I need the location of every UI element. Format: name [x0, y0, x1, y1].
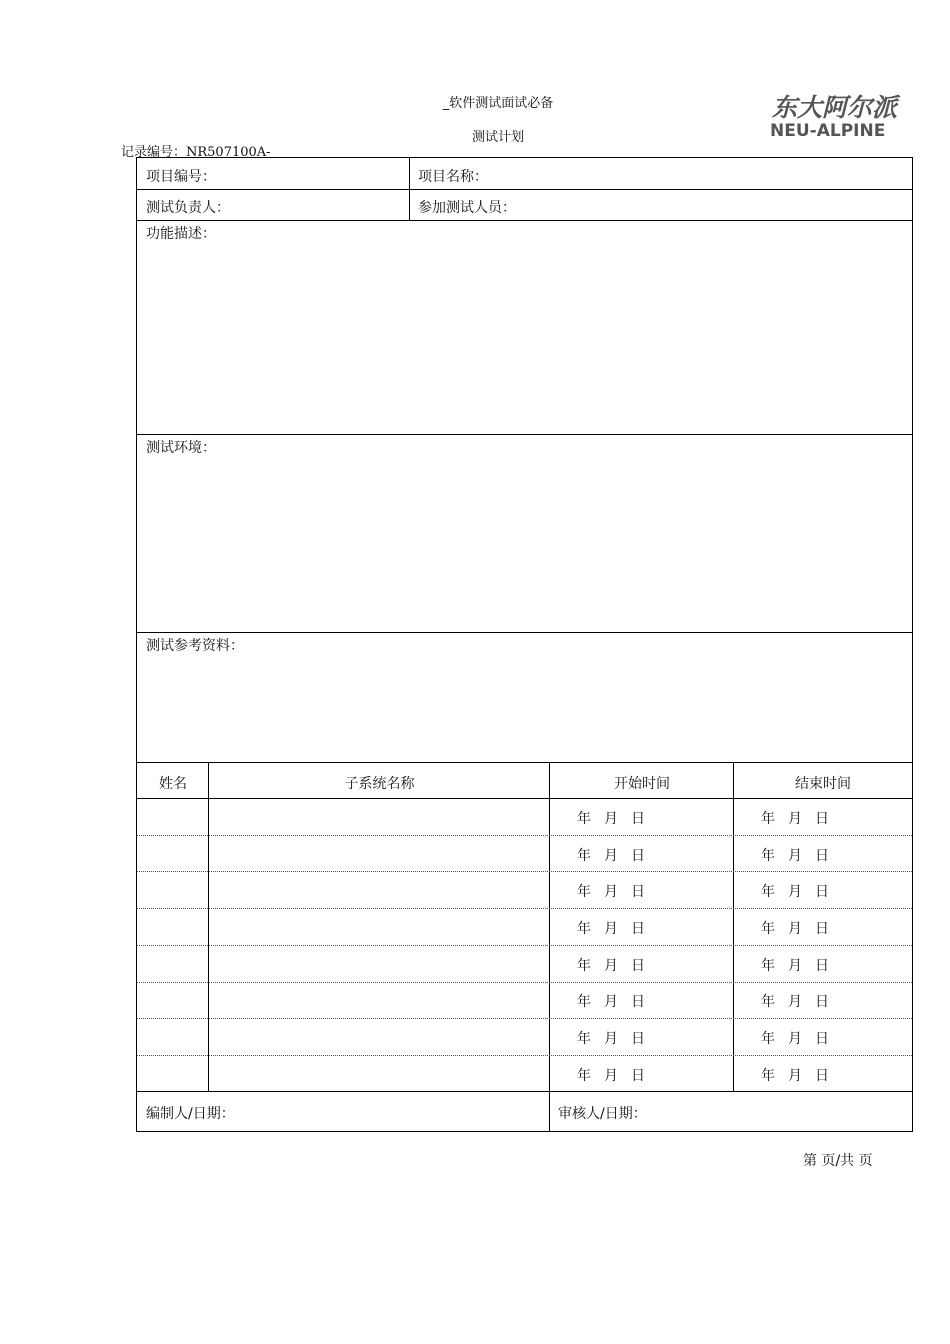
start-month-label: 月: [604, 1031, 618, 1047]
divider: [137, 632, 912, 633]
author-date-field[interactable]: 编制人/日期：: [146, 1106, 235, 1122]
start-month-label: 月: [604, 1068, 618, 1084]
end-day-label: 日: [815, 994, 829, 1010]
project-name-field[interactable]: 项目名称：: [418, 169, 488, 185]
start-year-label: 年: [577, 1068, 591, 1084]
test-plan-form: [136, 157, 913, 1132]
end-month-label: 月: [788, 848, 802, 864]
end-day-label: 日: [815, 1031, 829, 1047]
project-number-field[interactable]: 项目编号：: [146, 169, 216, 185]
start-day-label: 日: [631, 848, 645, 864]
start-day-label: 日: [631, 921, 645, 937]
end-month-label: 月: [788, 1031, 802, 1047]
column-header-subsystem: 子系统名称: [344, 776, 415, 792]
divider: [208, 762, 209, 1092]
divider: [137, 762, 912, 763]
end-day-label: 日: [815, 921, 829, 937]
column-header-end-time: 结束时间: [795, 776, 851, 792]
document-title: 测试计划: [471, 130, 524, 145]
end-year-label: 年: [761, 1031, 775, 1047]
divider: [137, 220, 912, 221]
start-day-label: 日: [631, 994, 645, 1010]
end-month-label: 月: [788, 921, 802, 937]
start-month-label: 月: [604, 921, 618, 937]
start-year-label: 年: [577, 958, 591, 974]
start-year-label: 年: [577, 884, 591, 900]
row-divider: [137, 871, 912, 872]
row-divider: [137, 1018, 912, 1019]
start-year-label: 年: [577, 921, 591, 937]
end-month-label: 月: [788, 811, 802, 827]
start-month-label: 月: [604, 994, 618, 1010]
row-divider: [137, 908, 912, 909]
divider: [549, 762, 550, 1132]
end-day-label: 日: [815, 848, 829, 864]
test-lead-field[interactable]: 测试负责人：: [146, 200, 230, 216]
participants-field[interactable]: 参加测试人员：: [418, 200, 516, 216]
start-year-label: 年: [577, 811, 591, 827]
end-day-label: 日: [815, 958, 829, 974]
divider: [137, 434, 912, 435]
start-month-label: 月: [604, 848, 618, 864]
record-number: 记录编号：NR507100A-: [121, 145, 271, 160]
document-header-text: _软件测试面试必备: [442, 96, 554, 111]
start-day-label: 日: [631, 958, 645, 974]
end-year-label: 年: [761, 958, 775, 974]
end-year-label: 年: [761, 1068, 775, 1084]
end-month-label: 月: [788, 884, 802, 900]
page-number: 第 页/共 页: [803, 1153, 873, 1169]
start-day-label: 日: [631, 884, 645, 900]
company-logo: [770, 94, 910, 140]
end-day-label: 日: [815, 811, 829, 827]
divider: [733, 762, 734, 1092]
end-day-label: 日: [815, 884, 829, 900]
row-divider: [137, 945, 912, 946]
divider: [137, 189, 912, 190]
start-month-label: 月: [604, 884, 618, 900]
end-year-label: 年: [761, 994, 775, 1010]
end-year-label: 年: [761, 848, 775, 864]
divider: [137, 798, 912, 799]
end-year-label: 年: [761, 811, 775, 827]
start-day-label: 日: [631, 1068, 645, 1084]
row-divider: [137, 1055, 912, 1056]
start-day-label: 日: [631, 1031, 645, 1047]
start-month-label: 月: [604, 958, 618, 974]
column-header-start-time: 开始时间: [614, 776, 670, 792]
test-environment-field[interactable]: 测试环境：: [146, 440, 216, 456]
function-description-field[interactable]: 功能描述：: [146, 226, 216, 242]
logo-chinese-text: 东大阿尔派: [772, 93, 898, 122]
reviewer-date-field[interactable]: 审核人/日期：: [558, 1106, 647, 1122]
start-year-label: 年: [577, 994, 591, 1010]
start-day-label: 日: [631, 811, 645, 827]
logo-english-text: NEU-ALPINE: [770, 121, 886, 141]
start-year-label: 年: [577, 1031, 591, 1047]
end-month-label: 月: [788, 1068, 802, 1084]
test-references-field[interactable]: 测试参考资料：: [146, 638, 244, 654]
start-year-label: 年: [577, 848, 591, 864]
divider: [137, 1091, 912, 1092]
end-year-label: 年: [761, 921, 775, 937]
end-year-label: 年: [761, 884, 775, 900]
end-day-label: 日: [815, 1068, 829, 1084]
row-divider: [137, 982, 912, 983]
end-month-label: 月: [788, 958, 802, 974]
column-header-name: 姓名: [159, 776, 187, 792]
start-month-label: 月: [604, 811, 618, 827]
row-divider: [137, 835, 912, 836]
end-month-label: 月: [788, 994, 802, 1010]
